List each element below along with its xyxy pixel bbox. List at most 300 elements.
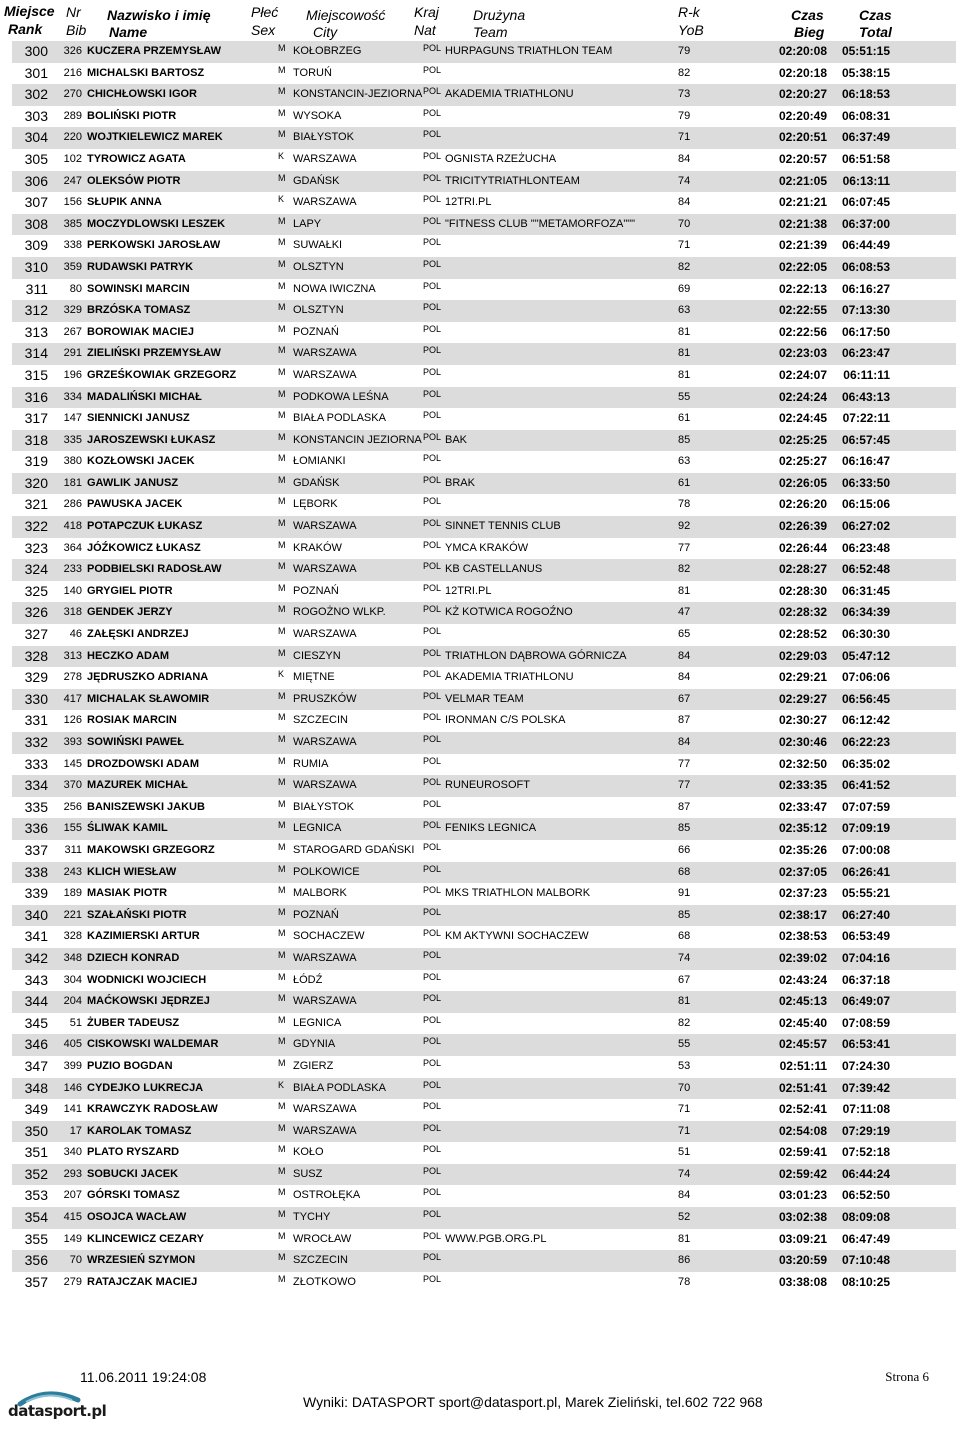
cell-city: RUMIA <box>293 757 329 770</box>
cell-city: KOŁO <box>293 1146 324 1159</box>
cell-rank: 346 <box>24 1036 48 1053</box>
table-row <box>12 84 956 106</box>
header-bieg-en: Bieg <box>794 24 825 40</box>
cell-city: BIAŁA PODLASKA <box>293 1081 386 1094</box>
cell-city: WARSZAWA <box>293 736 357 748</box>
cell-city: WROCŁAW <box>293 1232 352 1245</box>
cell-bib: 126 <box>63 714 82 727</box>
cell-total: 06:49:07 <box>841 994 890 1009</box>
cell-bieg: 02:52:41 <box>778 1102 827 1117</box>
cell-sex: M <box>278 366 286 377</box>
cell-sex: M <box>278 388 286 399</box>
cell-rank: 304 <box>24 129 48 146</box>
cell-rank: 301 <box>24 64 48 81</box>
cell-bib: 328 <box>63 930 82 943</box>
cell-bieg: 02:38:17 <box>778 907 827 922</box>
cell-bib: 216 <box>63 66 82 79</box>
cell-rank: 355 <box>24 1230 48 1247</box>
cell-rank: 350 <box>24 1122 48 1139</box>
table-row <box>12 581 956 603</box>
table-row <box>12 1099 956 1121</box>
cell-nat: POL <box>423 388 442 399</box>
table-row <box>12 516 956 538</box>
cell-yob: 82 <box>678 260 691 273</box>
cell-bieg: 03:02:38 <box>778 1210 827 1225</box>
cell-name: MASIAK PIOTR <box>87 887 168 900</box>
cell-total: 06:23:48 <box>841 540 890 555</box>
cell-yob: 74 <box>678 1167 691 1180</box>
cell-city: LĘBORK <box>293 498 338 511</box>
cell-nat: POL <box>423 302 442 313</box>
cell-total: 06:16:47 <box>841 454 890 469</box>
cell-bieg: 02:22:05 <box>778 259 827 274</box>
cell-nat: POL <box>423 539 442 550</box>
cell-rank: 305 <box>24 150 48 167</box>
cell-team: KB CASTELLANUS <box>445 563 543 576</box>
cell-name: KLICH WIESŁAW <box>87 865 177 878</box>
cell-bieg: 02:59:41 <box>778 1145 827 1160</box>
cell-rank: 322 <box>24 518 48 535</box>
table-row <box>12 754 956 776</box>
cell-nat: POL <box>423 669 442 680</box>
cell-nat: POL <box>423 1101 442 1112</box>
table-row <box>12 127 956 149</box>
cell-sex: M <box>278 496 286 507</box>
header-rank-en: Rank <box>8 21 43 37</box>
cell-nat: POL <box>423 194 442 205</box>
cell-rank: 334 <box>24 777 48 794</box>
table-row <box>12 214 956 236</box>
cell-sex: M <box>278 237 286 248</box>
cell-city: LEGNICA <box>293 1016 342 1029</box>
cell-bib: 196 <box>63 368 82 381</box>
table-row <box>12 926 956 948</box>
cell-bieg: 02:28:27 <box>778 562 827 577</box>
cell-city: GDAŃSK <box>293 476 340 489</box>
cell-sex: M <box>278 690 286 701</box>
cell-bib: 156 <box>63 196 82 209</box>
cell-city: WARSZAWA <box>293 995 357 1008</box>
table-row <box>12 1078 956 1100</box>
cell-bib: 278 <box>63 671 82 684</box>
cell-city: WARSZAWA <box>293 1124 357 1137</box>
cell-total: 06:27:40 <box>841 907 890 922</box>
cell-city: PRUSZKÓW <box>293 692 357 705</box>
cell-nat: POL <box>423 755 442 766</box>
cell-city: BIAŁYSTOK <box>293 800 354 813</box>
cell-nat: POL <box>423 777 442 788</box>
table-row <box>12 192 956 214</box>
cell-rank: 302 <box>24 86 48 103</box>
cell-rank: 332 <box>24 734 48 750</box>
cell-city: WARSZAWA <box>293 347 357 360</box>
cell-nat: POL <box>423 1122 442 1133</box>
cell-nat: POL <box>423 798 442 809</box>
cell-city: KONSTANCIN JEZIORNA <box>293 433 422 446</box>
header-nat-en: Nat <box>414 22 436 38</box>
cell-sex: M <box>278 1014 286 1025</box>
cell-name: OLEKSÓW PIOTR <box>87 174 181 187</box>
cell-name: CISKOWSKI WALDEMAR <box>87 1038 219 1051</box>
cell-bieg: 02:22:56 <box>778 324 827 339</box>
cell-nat: POL <box>423 690 442 701</box>
cell-name: MICHALSKI BARTOSZ <box>87 66 205 79</box>
cell-yob: 67 <box>678 692 691 705</box>
cell-total: 06:08:53 <box>841 259 890 274</box>
cell-bieg: 02:26:39 <box>778 519 827 534</box>
cell-city: STAROGARD GDAŃSKI <box>293 843 415 856</box>
header-sex-en: Sex <box>251 22 276 38</box>
table-row <box>12 948 956 970</box>
header-total-pl: Czas <box>859 7 892 23</box>
cell-name: OSOJCA WACŁAW <box>87 1211 187 1224</box>
cell-total: 07:06:06 <box>841 670 890 685</box>
cell-rank: 345 <box>24 1014 48 1031</box>
header-bieg-pl: Czas <box>791 7 824 23</box>
cell-city: WARSZAWA <box>293 563 357 576</box>
cell-total: 07:22:11 <box>842 411 890 426</box>
cell-city: NOWA IWICZNA <box>293 282 376 295</box>
cell-name: ROSIAK MARCIN <box>87 714 177 727</box>
cell-rank: 317 <box>24 410 48 427</box>
cell-bib: 289 <box>63 109 82 122</box>
cell-nat: POL <box>423 345 442 356</box>
cell-bib: 370 <box>63 779 82 792</box>
table-row <box>12 559 956 581</box>
cell-bieg: 02:20:51 <box>778 130 827 145</box>
cell-sex: M <box>278 129 286 140</box>
cell-city: WARSZAWA <box>293 951 357 964</box>
cell-bib: 405 <box>63 1038 82 1051</box>
cell-bib: 418 <box>63 520 82 533</box>
cell-yob: 84 <box>678 196 691 209</box>
datasport-logo <box>6 1388 106 1424</box>
cell-bib: 334 <box>63 390 82 403</box>
table-row <box>12 991 956 1013</box>
cell-total: 06:13:11 <box>842 173 890 188</box>
cell-bieg: 02:59:42 <box>778 1166 827 1181</box>
results-credit: Wyniki: DATASPORT sport@datasport.pl, Marek Zieliński, tel.602 722 968 <box>303 1394 763 1410</box>
cell-city: SZCZECIN <box>293 714 348 727</box>
cell-sex: M <box>278 258 286 269</box>
cell-nat: POL <box>423 410 442 421</box>
cell-nat: POL <box>423 712 442 723</box>
cell-bib: 80 <box>69 282 82 295</box>
cell-bib: 291 <box>63 347 82 360</box>
cell-rank: 335 <box>24 798 48 815</box>
cell-total: 06:43:13 <box>841 389 890 404</box>
table-row <box>12 1207 956 1229</box>
cell-total: 06:12:42 <box>841 713 890 728</box>
cell-city: SUSZ <box>293 1167 323 1180</box>
cell-bib: 364 <box>63 541 82 554</box>
table-row <box>12 343 956 365</box>
cell-bib: 145 <box>63 757 82 770</box>
cell-nat: POL <box>423 1230 442 1241</box>
cell-sex: M <box>278 1230 286 1241</box>
cell-name: MOCZYDLOWSKI LESZEK <box>87 217 226 230</box>
cell-rank: 356 <box>24 1252 48 1269</box>
cell-bieg: 02:28:30 <box>778 583 827 598</box>
cell-city: MIĘTNE <box>293 671 335 684</box>
cell-bieg: 02:25:25 <box>778 432 827 447</box>
cell-nat: POL <box>423 107 442 118</box>
cell-city: ŁOMIANKI <box>293 455 346 468</box>
cell-total: 06:16:27 <box>841 281 890 296</box>
cell-nat: POL <box>423 215 442 226</box>
cell-bieg: 03:01:23 <box>778 1188 827 1203</box>
cell-total: 07:04:16 <box>841 950 890 965</box>
cell-total: 06:44:49 <box>841 238 890 253</box>
cell-sex: M <box>278 820 286 831</box>
cell-name: BANISZEWSKI JAKUB <box>87 800 205 813</box>
cell-bieg: 02:29:21 <box>778 670 827 685</box>
cell-city: ŁÓDŹ <box>293 973 323 986</box>
cell-team: TRIATHLON DĄBROWA GÓRNICZA <box>445 649 627 662</box>
cell-bib: 207 <box>63 1189 82 1202</box>
cell-team: WWW.PGB.ORG.PL <box>445 1232 547 1245</box>
cell-bib: 311 <box>64 843 82 856</box>
cell-bib: 348 <box>63 951 82 964</box>
cell-city: WARSZAWA <box>293 368 357 381</box>
cell-rank: 309 <box>24 237 48 254</box>
cell-sex: M <box>278 215 286 226</box>
table-row <box>12 1056 956 1078</box>
cell-bib: 146 <box>63 1081 82 1094</box>
cell-bieg: 02:20:18 <box>778 65 827 80</box>
cell-name: POTAPCZUK ŁUKASZ <box>87 520 203 533</box>
cell-name: SŁUPIK ANNA <box>87 196 162 209</box>
cell-total: 06:31:45 <box>841 583 890 598</box>
cell-total: 08:09:08 <box>841 1210 890 1225</box>
header-total-en: Total <box>859 24 892 40</box>
cell-yob: 77 <box>678 757 691 770</box>
print-datetime: 11.06.2011 19:24:08 <box>80 1369 207 1385</box>
table-row <box>12 689 956 711</box>
cell-yob: 84 <box>678 1189 691 1202</box>
cell-bieg: 02:22:13 <box>778 281 827 296</box>
cell-bieg: 02:20:08 <box>778 44 827 58</box>
cell-sex: M <box>278 906 286 917</box>
cell-bib: 417 <box>63 692 82 705</box>
cell-nat: POL <box>423 906 442 917</box>
cell-sex: M <box>278 1273 286 1284</box>
cell-name: DROZDOWSKI ADAM <box>87 757 200 770</box>
cell-sex: M <box>278 647 286 658</box>
cell-city: MALBORK <box>293 887 347 900</box>
cell-sex: M <box>278 410 286 421</box>
cell-nat: POL <box>423 604 442 615</box>
cell-nat: POL <box>423 496 442 507</box>
cell-rank: 308 <box>24 215 48 232</box>
table-row <box>12 171 956 193</box>
cell-city: WARSZAWA <box>293 520 357 533</box>
table-row <box>12 1272 956 1294</box>
results-table-header <box>0 0 960 42</box>
cell-yob: 55 <box>678 1038 691 1051</box>
cell-total: 06:27:02 <box>841 519 890 534</box>
cell-total: 06:47:49 <box>841 1231 890 1246</box>
cell-name: CHICHŁOWSKI IGOR <box>87 88 197 101</box>
cell-name: SIENNICKI JANUSZ <box>87 412 190 425</box>
cell-bib: 304 <box>63 973 82 986</box>
cell-bib: 340 <box>63 1146 82 1159</box>
cell-nat: POL <box>423 258 442 269</box>
cell-sex: M <box>278 1187 286 1198</box>
cell-nat: POL <box>423 647 442 658</box>
cell-bib: 70 <box>69 1254 82 1267</box>
cell-yob: 79 <box>678 109 691 122</box>
cell-team: IRONMAN C/S POLSKA <box>445 714 566 727</box>
cell-total: 07:29:19 <box>841 1123 890 1138</box>
cell-bib: 286 <box>63 498 82 511</box>
cell-total: 06:18:53 <box>841 87 890 102</box>
cell-bieg: 02:43:24 <box>778 972 827 987</box>
cell-name: KAROLAK TOMASZ <box>87 1124 192 1137</box>
cell-sex: M <box>278 518 286 529</box>
cell-name: ŻUBER TADEUSZ <box>87 1016 180 1029</box>
cell-sex: K <box>278 150 285 161</box>
table-row <box>12 840 956 862</box>
cell-nat: POL <box>423 993 442 1004</box>
cell-name: ŚLIWAK KAMIL <box>87 822 168 835</box>
cell-rank: 319 <box>24 453 48 470</box>
cell-nat: POL <box>423 172 442 183</box>
cell-bib: 385 <box>63 217 82 230</box>
cell-bib: 141 <box>63 1103 82 1116</box>
cell-sex: M <box>278 302 286 313</box>
cell-sex: M <box>278 43 286 53</box>
cell-city: BIAŁYSTOK <box>293 131 354 144</box>
cell-name: KRAWCZYK RADOSŁAW <box>87 1103 218 1116</box>
cell-sex: M <box>278 626 286 637</box>
cell-sex: M <box>278 734 286 744</box>
cell-total: 06:37:00 <box>841 216 890 231</box>
cell-name: GAWLIK JANUSZ <box>87 476 179 489</box>
cell-bib: 326 <box>63 45 82 57</box>
cell-nat: POL <box>423 1209 442 1220</box>
cell-rank: 329 <box>24 669 48 686</box>
header-bib-pl: Nr <box>66 4 81 20</box>
cell-bieg: 02:38:53 <box>778 929 827 944</box>
cell-yob: 77 <box>678 541 691 554</box>
cell-nat: POL <box>423 43 442 53</box>
table-row <box>12 667 956 689</box>
logo-text: datasport.pl <box>8 1402 107 1420</box>
cell-yob: 91 <box>678 887 691 900</box>
cell-bieg: 02:51:41 <box>778 1080 827 1095</box>
results-table-body <box>12 41 956 1293</box>
cell-bib: 247 <box>63 174 82 187</box>
cell-yob: 87 <box>678 714 691 727</box>
cell-total: 05:47:12 <box>841 648 890 663</box>
table-row <box>12 279 956 301</box>
cell-name: SOWIŃSKI PAWEŁ <box>87 736 184 748</box>
table-row <box>12 862 956 884</box>
cell-total: 07:00:08 <box>841 842 890 857</box>
cell-total: 05:51:15 <box>841 44 890 58</box>
cell-sex: M <box>278 431 286 442</box>
cell-nat: POL <box>423 949 442 960</box>
cell-name: KUCZERA PRZEMYSŁAW <box>87 45 222 57</box>
cell-rank: 323 <box>24 539 48 556</box>
table-row <box>12 300 956 322</box>
cell-nat: POL <box>423 474 442 485</box>
cell-name: MAĆKOWSKI JĘDRZEJ <box>87 995 210 1008</box>
cell-bieg: 02:33:47 <box>778 799 827 814</box>
cell-name: CYDEJKO LUKRECJA <box>87 1081 204 1094</box>
cell-bieg: 02:45:57 <box>778 1037 827 1052</box>
cell-sex: M <box>278 539 286 550</box>
cell-city: POZNAŃ <box>293 584 339 597</box>
cell-bib: 243 <box>63 865 82 878</box>
cell-city: OLSZTYN <box>293 304 344 317</box>
cell-total: 06:44:24 <box>841 1166 890 1181</box>
cell-nat: POL <box>423 561 442 572</box>
cell-city: PODKOWA LEŚNA <box>293 390 389 403</box>
cell-yob: 84 <box>678 671 691 684</box>
cell-bib: 256 <box>63 800 82 813</box>
cell-rank: 326 <box>24 604 48 621</box>
cell-name: PAWUSKA JACEK <box>87 498 183 511</box>
cell-nat: POL <box>423 1187 442 1198</box>
cell-yob: 71 <box>678 131 691 144</box>
table-row <box>12 646 956 668</box>
cell-sex: M <box>278 1101 286 1112</box>
cell-yob: 73 <box>678 88 691 101</box>
cell-bieg: 02:21:21 <box>778 195 827 210</box>
cell-rank: 354 <box>24 1209 48 1226</box>
cell-name: JAROSZEWSKI ŁUKASZ <box>87 433 216 446</box>
cell-rank: 306 <box>24 172 48 189</box>
cell-bib: 46 <box>69 628 82 641</box>
table-row <box>12 473 956 495</box>
cell-sex: M <box>278 755 286 766</box>
cell-nat: POL <box>423 1273 442 1284</box>
cell-name: JĘDRUSZKO ADRIANA <box>87 671 209 684</box>
cell-yob: 70 <box>678 217 691 230</box>
cell-city: ZŁOTKOWO <box>293 1275 356 1288</box>
cell-sex: M <box>278 107 286 118</box>
cell-sex: M <box>278 1036 286 1047</box>
cell-name: BOROWIAK MACIEJ <box>87 325 194 338</box>
cell-yob: 71 <box>678 1124 691 1137</box>
cell-bieg: 02:26:20 <box>778 497 827 512</box>
cell-sex: K <box>278 194 285 205</box>
cell-city: WARSZAWA <box>293 628 357 641</box>
cell-team: BAK <box>445 433 468 446</box>
cell-total: 05:55:21 <box>841 886 890 901</box>
table-row <box>12 818 956 840</box>
header-rank-pl: Miejsce <box>4 3 55 19</box>
cell-yob: 81 <box>678 347 691 360</box>
cell-sex: M <box>278 1057 286 1068</box>
cell-nat: POL <box>423 453 442 464</box>
cell-nat: POL <box>423 734 442 744</box>
cell-bib: 335 <box>63 433 82 446</box>
cell-yob: 71 <box>678 239 691 252</box>
cell-total: 06:34:39 <box>841 605 890 620</box>
cell-city: SZCZECIN <box>293 1254 348 1267</box>
cell-bieg: 02:24:24 <box>778 389 827 404</box>
cell-rank: 347 <box>24 1057 48 1074</box>
cell-bib: 338 <box>63 239 82 252</box>
cell-rank: 349 <box>24 1101 48 1118</box>
table-row <box>12 1013 956 1035</box>
cell-nat: POL <box>423 280 442 291</box>
cell-yob: 78 <box>678 1275 691 1288</box>
cell-rank: 328 <box>24 647 48 664</box>
